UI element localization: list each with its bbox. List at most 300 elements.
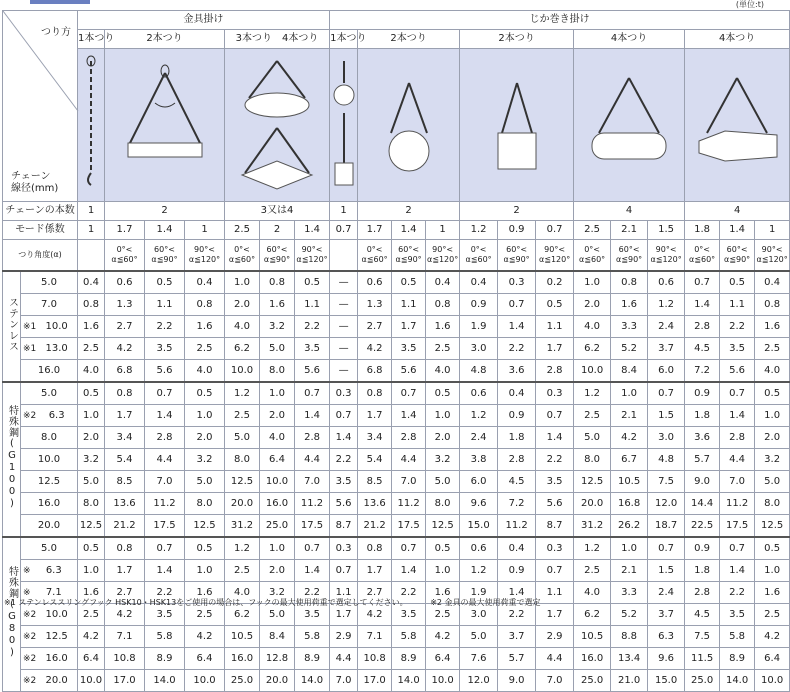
load-value: 3.8 <box>460 449 498 471</box>
load-value: 8.9 <box>295 648 330 670</box>
load-value: 0.8 <box>611 271 648 294</box>
load-value: 3.5 <box>392 604 426 626</box>
load-value: 0.7 <box>145 537 185 560</box>
load-value: 13.6 <box>358 493 392 515</box>
load-value: 10.0 <box>225 360 260 383</box>
diameter-value: 10.0 <box>37 453 61 465</box>
note-mark: ※2 <box>23 410 37 421</box>
note-mark: ※2 <box>23 675 37 686</box>
load-value: 2.9 <box>330 626 358 648</box>
load-value: 7.6 <box>460 648 498 670</box>
angle-lower: 90°< <box>432 245 454 254</box>
load-value: 3.5 <box>145 604 185 626</box>
load-value: 12.0 <box>460 670 498 692</box>
angle-range <box>358 240 392 272</box>
load-value: 5.2 <box>611 604 648 626</box>
load-value: 1.4 <box>145 560 185 582</box>
angle-range <box>145 240 185 272</box>
load-value: 7.2 <box>685 360 720 383</box>
angle-range <box>755 240 790 272</box>
load-value: 2.7 <box>105 316 145 338</box>
group-special-g100-label: 特殊鋼(G100) <box>6 405 18 510</box>
angle-range <box>105 240 145 272</box>
load-value: 21.2 <box>105 515 145 538</box>
group-special-g80 <box>3 537 21 692</box>
load-value: 2.5 <box>78 338 105 360</box>
mode-factor: 0.9 <box>498 221 536 240</box>
footnote-2: ※2 金具の最大使用荷重で選定 <box>430 598 541 607</box>
load-value: 0.6 <box>358 271 392 294</box>
load-value: 1.9 <box>460 582 498 604</box>
angle-range <box>648 240 685 272</box>
load-value: 10.5 <box>574 626 611 648</box>
load-value: 3.5 <box>720 604 755 626</box>
load-value: 1.7 <box>536 338 574 360</box>
mode-factor: 2.5 <box>574 221 611 240</box>
angle-lower: 90°< <box>301 245 323 254</box>
load-value: 1.6 <box>755 582 790 604</box>
angle-upper: α≦120° <box>188 255 221 264</box>
load-value: 1.8 <box>498 427 536 449</box>
angle-range <box>260 240 295 272</box>
chain-count: 1 <box>330 202 358 221</box>
load-value: 14.0 <box>392 670 426 692</box>
diameter-value: 16.0 <box>37 497 61 509</box>
load-value: 4.2 <box>611 427 648 449</box>
load-value: 4.2 <box>185 626 225 648</box>
load-value: 4.0 <box>426 360 460 383</box>
table-row <box>3 338 790 360</box>
load-value: 25.0 <box>574 670 611 692</box>
load-value: 1.4 <box>720 560 755 582</box>
angle-upper: α≦90° <box>616 255 643 264</box>
table-row <box>3 648 790 670</box>
load-value: 2.4 <box>648 582 685 604</box>
chain-count: 2 <box>460 202 574 221</box>
load-value: 8.9 <box>720 648 755 670</box>
diameter-value: 8.0 <box>41 431 57 443</box>
load-value: 0.9 <box>685 382 720 405</box>
load-value: 6.2 <box>225 604 260 626</box>
angle-range <box>498 240 536 272</box>
chain-count: 2 <box>105 202 225 221</box>
load-value: 3.7 <box>648 604 685 626</box>
load-value: 4.0 <box>755 360 790 383</box>
method-label: つり方 <box>41 27 71 38</box>
load-value: 10.0 <box>426 670 460 692</box>
load-value: 2.0 <box>426 427 460 449</box>
load-value: 13.4 <box>611 648 648 670</box>
chain-count: 2 <box>358 202 460 221</box>
load-value: 11.2 <box>498 515 536 538</box>
load-value: 2.5 <box>225 405 260 427</box>
load-value: 0.4 <box>498 537 536 560</box>
table-row <box>3 271 790 294</box>
load-value: 2.2 <box>295 582 330 604</box>
angle-lower: 60°< <box>398 245 420 254</box>
load-value: 1.0 <box>78 560 105 582</box>
load-value: 1.6 <box>78 582 105 604</box>
diameter-label-line2: 線径(mm) <box>11 183 59 194</box>
load-value: 1.2 <box>460 405 498 427</box>
load-value: — <box>330 360 358 383</box>
angle-upper: α≦120° <box>756 255 788 264</box>
note-mark: ※1 <box>23 343 37 354</box>
load-value: 3.6 <box>685 427 720 449</box>
load-value: 5.0 <box>260 338 295 360</box>
chain-diameter <box>21 449 78 471</box>
load-value: 21.2 <box>358 515 392 538</box>
load-value: 2.8 <box>685 582 720 604</box>
load-value: 3.2 <box>260 316 295 338</box>
load-value: 9.0 <box>498 670 536 692</box>
load-value: 0.3 <box>498 271 536 294</box>
angle-upper: α≦90° <box>395 255 422 264</box>
load-value: 0.6 <box>105 271 145 294</box>
angle-lower: 60°< <box>726 245 748 254</box>
load-value: 1.4 <box>295 405 330 427</box>
load-value: 5.0 <box>574 427 611 449</box>
mode-factor: 1.4 <box>720 221 755 240</box>
load-value: 1.7 <box>392 316 426 338</box>
load-value: 2.5 <box>755 604 790 626</box>
load-value: 0.7 <box>498 294 536 316</box>
load-value: 7.0 <box>720 471 755 493</box>
table-row <box>3 316 790 338</box>
load-value: 5.0 <box>225 427 260 449</box>
footnotes <box>4 597 561 608</box>
angle-lower: 0°< <box>584 245 600 254</box>
load-value: 1.1 <box>392 294 426 316</box>
chain-diameter <box>21 360 78 383</box>
sub-header: 1本つり <box>78 30 105 49</box>
load-value: 3.5 <box>330 471 358 493</box>
load-value: 4.2 <box>78 626 105 648</box>
load-value: 0.6 <box>648 271 685 294</box>
note-mark: ※1 <box>23 321 37 332</box>
angle-lower: 60°< <box>506 245 528 254</box>
load-value: 5.0 <box>426 471 460 493</box>
load-value: 1.0 <box>426 405 460 427</box>
angle-upper: α≦120° <box>296 255 328 264</box>
angle-lower: 0°< <box>116 245 133 254</box>
load-value: 2.7 <box>105 582 145 604</box>
angle-upper: α≦60° <box>689 255 716 264</box>
load-value: 7.1 <box>358 626 392 648</box>
load-value: 4.5 <box>498 471 536 493</box>
sub-header: 2本つり <box>460 30 574 49</box>
mode-factor: 2 <box>260 221 295 240</box>
load-value: 8.0 <box>755 493 790 515</box>
load-value: — <box>330 294 358 316</box>
load-value: 0.7 <box>330 405 358 427</box>
load-value: 8.0 <box>574 449 611 471</box>
load-value: 8.9 <box>392 648 426 670</box>
load-value: 10.5 <box>611 471 648 493</box>
load-value: 2.8 <box>498 449 536 471</box>
unit-label: (単位:t) <box>735 0 764 9</box>
load-value: 3.3 <box>611 316 648 338</box>
load-value: 5.8 <box>392 626 426 648</box>
load-value: 21.0 <box>611 670 648 692</box>
table-row <box>3 493 790 515</box>
load-value: 0.5 <box>720 271 755 294</box>
load-value: 10.0 <box>260 471 295 493</box>
group-stainless-label: ステンレス <box>6 297 18 352</box>
load-value: 2.0 <box>755 427 790 449</box>
load-value: 3.0 <box>460 338 498 360</box>
load-value: 4.5 <box>685 604 720 626</box>
table-row <box>3 294 790 316</box>
load-value: 1.0 <box>260 382 295 405</box>
load-value: 1.9 <box>460 316 498 338</box>
load-value: 7.0 <box>536 670 574 692</box>
load-value: 1.0 <box>611 537 648 560</box>
load-value: 3.2 <box>78 449 105 471</box>
load-value: 2.8 <box>392 427 426 449</box>
load-value: 0.6 <box>460 537 498 560</box>
load-value: 6.2 <box>225 338 260 360</box>
mode-factor: 1.2 <box>460 221 498 240</box>
load-value: 18.7 <box>648 515 685 538</box>
angle-range <box>225 240 260 272</box>
load-value: 5.6 <box>720 360 755 383</box>
load-value: 4.4 <box>330 648 358 670</box>
load-value: 5.6 <box>145 360 185 383</box>
angle-upper: α≦90° <box>724 255 751 264</box>
chain-diameter <box>21 316 78 338</box>
load-value: 4.2 <box>755 626 790 648</box>
load-value: 1.1 <box>295 294 330 316</box>
load-value: 7.0 <box>392 471 426 493</box>
mode-factor: 2.5 <box>225 221 260 240</box>
load-value: 0.5 <box>392 271 426 294</box>
load-value: 1.4 <box>536 427 574 449</box>
load-value: 1.4 <box>295 560 330 582</box>
load-value: 1.1 <box>536 316 574 338</box>
load-value: 1.4 <box>720 405 755 427</box>
load-value: 6.4 <box>78 648 105 670</box>
chain-diameter <box>21 626 78 648</box>
load-value: 11.2 <box>720 493 755 515</box>
load-value: 2.5 <box>426 338 460 360</box>
load-value: 7.0 <box>145 471 185 493</box>
angle-range <box>611 240 648 272</box>
load-value: 4.4 <box>145 449 185 471</box>
load-value: 1.8 <box>685 560 720 582</box>
angle-lower: 0°< <box>694 245 710 254</box>
sub-header: 1本つり <box>330 30 358 49</box>
load-value: 0.7 <box>536 405 574 427</box>
load-value: 1.2 <box>574 537 611 560</box>
diameter-value: 6.3 <box>48 409 65 421</box>
load-value: 8.0 <box>185 493 225 515</box>
load-value: 31.2 <box>225 515 260 538</box>
load-value: 0.9 <box>460 294 498 316</box>
load-value: 0.7 <box>648 382 685 405</box>
chain-diameter <box>21 405 78 427</box>
angle-upper: α≦60° <box>465 255 492 264</box>
load-value: 16.0 <box>225 648 260 670</box>
chain-diameter <box>21 648 78 670</box>
load-value: 10.0 <box>755 670 790 692</box>
load-value: 0.8 <box>358 537 392 560</box>
load-value: 2.4 <box>648 316 685 338</box>
angle-lower: 0°< <box>234 245 250 254</box>
mode-factor: 1 <box>426 221 460 240</box>
load-value: 0.6 <box>460 382 498 405</box>
load-value: 2.0 <box>260 405 295 427</box>
angle-range <box>460 240 498 272</box>
load-value: 1.4 <box>685 294 720 316</box>
load-value: 12.5 <box>426 515 460 538</box>
load-value: 3.5 <box>720 338 755 360</box>
load-value: 11.2 <box>392 493 426 515</box>
load-value: 12.5 <box>574 471 611 493</box>
load-value: 5.0 <box>185 471 225 493</box>
load-value: 1.1 <box>720 294 755 316</box>
load-value: 2.2 <box>720 316 755 338</box>
load-value: 3.0 <box>460 604 498 626</box>
load-value: 7.1 <box>105 626 145 648</box>
load-value: 1.5 <box>648 560 685 582</box>
chain-diameter <box>21 670 78 692</box>
load-value: 2.0 <box>574 294 611 316</box>
load-value: 1.4 <box>498 582 536 604</box>
load-value: 0.8 <box>105 382 145 405</box>
angle-upper: α≦60° <box>111 255 138 264</box>
load-value: 6.2 <box>574 604 611 626</box>
angle-range <box>295 240 330 272</box>
load-value: 1.1 <box>330 582 358 604</box>
load-value: 20.0 <box>225 493 260 515</box>
load-value: 4.0 <box>574 316 611 338</box>
chain-count-label: チェーンの本数 <box>3 202 78 221</box>
load-value: 0.5 <box>755 382 790 405</box>
chain-diameter <box>21 271 78 294</box>
load-value: 5.6 <box>536 493 574 515</box>
load-value: 8.7 <box>536 515 574 538</box>
chain-diameter <box>21 294 78 316</box>
load-value: 4.0 <box>574 582 611 604</box>
load-value: 8.8 <box>611 626 648 648</box>
load-value: 1.5 <box>648 405 685 427</box>
sub-header: 2本つり <box>358 30 460 49</box>
angle-range <box>426 240 460 272</box>
load-value: 5.7 <box>498 648 536 670</box>
diameter-label-line1: チェーン <box>11 171 51 182</box>
diameter-value: 16.0 <box>37 364 61 376</box>
load-value: 2.2 <box>498 338 536 360</box>
load-value: 5.2 <box>611 338 648 360</box>
load-value: 8.0 <box>78 493 105 515</box>
angle-range <box>185 240 225 272</box>
load-value: 2.2 <box>720 582 755 604</box>
group-choke: じか巻き掛け <box>330 11 790 30</box>
load-value: 3.4 <box>105 427 145 449</box>
load-value: 1.6 <box>611 294 648 316</box>
load-value: 4.0 <box>78 360 105 383</box>
load-value: 25.0 <box>225 670 260 692</box>
sub-header: 4本つり <box>574 30 685 49</box>
mode-factor: 1.4 <box>145 221 185 240</box>
illustration-three-four-leg <box>225 49 330 202</box>
load-value: 2.7 <box>358 316 392 338</box>
mode-factor: 1.4 <box>295 221 330 240</box>
load-value: 6.7 <box>611 449 648 471</box>
angle-lower: 90°< <box>655 245 677 254</box>
load-value: 0.7 <box>536 560 574 582</box>
diameter-value: 12.5 <box>37 475 61 487</box>
load-value: 4.2 <box>426 626 460 648</box>
load-value: 8.4 <box>260 626 295 648</box>
load-value: 1.0 <box>755 405 790 427</box>
load-value: 3.4 <box>358 427 392 449</box>
note-mark: ※ <box>23 587 31 598</box>
load-value: 1.1 <box>145 294 185 316</box>
load-value: 1.0 <box>426 560 460 582</box>
load-value: 0.5 <box>426 537 460 560</box>
load-value: 17.0 <box>358 670 392 692</box>
table-row <box>3 515 790 538</box>
load-value: 0.9 <box>498 405 536 427</box>
load-value: 0.5 <box>78 537 105 560</box>
load-value: 5.4 <box>358 449 392 471</box>
load-value: 14.0 <box>295 670 330 692</box>
diameter-value: 20.0 <box>37 519 61 531</box>
illustration-four-leg-box <box>685 49 790 202</box>
illustration-two-leg-round <box>358 49 460 202</box>
load-value: 8.0 <box>260 360 295 383</box>
load-value: 1.0 <box>78 405 105 427</box>
diameter-value: 12.5 <box>45 630 68 642</box>
load-value: 11.2 <box>295 493 330 515</box>
load-value: 7.0 <box>295 471 330 493</box>
load-value: 2.8 <box>685 316 720 338</box>
chain-diameter <box>21 382 78 405</box>
load-value: 3.5 <box>392 338 426 360</box>
load-value: 0.5 <box>536 294 574 316</box>
angle-upper: α≦120° <box>650 255 682 264</box>
load-value: 3.6 <box>498 360 536 383</box>
angle-range <box>720 240 755 272</box>
load-value: 2.5 <box>185 604 225 626</box>
load-value: 0.5 <box>185 537 225 560</box>
angle-range <box>685 240 720 272</box>
load-value: 31.2 <box>574 515 611 538</box>
load-value: 5.7 <box>685 449 720 471</box>
load-value: 0.9 <box>685 537 720 560</box>
diameter-value: 16.0 <box>45 652 68 664</box>
note-mark: ※2 <box>23 631 37 642</box>
load-value: 17.5 <box>720 515 755 538</box>
illustration-four-leg-cylinder <box>574 49 685 202</box>
load-value: 4.2 <box>105 338 145 360</box>
load-value: 2.8 <box>720 427 755 449</box>
load-value: 0.8 <box>260 271 295 294</box>
table-row <box>3 537 790 560</box>
angle-range <box>574 240 611 272</box>
table-row <box>3 405 790 427</box>
angle-upper: α≦60° <box>579 255 606 264</box>
load-value: 10.8 <box>358 648 392 670</box>
load-value: 13.6 <box>105 493 145 515</box>
load-value: 17.5 <box>295 515 330 538</box>
load-value: 3.5 <box>145 338 185 360</box>
load-value: 20.0 <box>260 670 295 692</box>
chain-count: 4 <box>685 202 790 221</box>
load-value: 0.4 <box>755 271 790 294</box>
